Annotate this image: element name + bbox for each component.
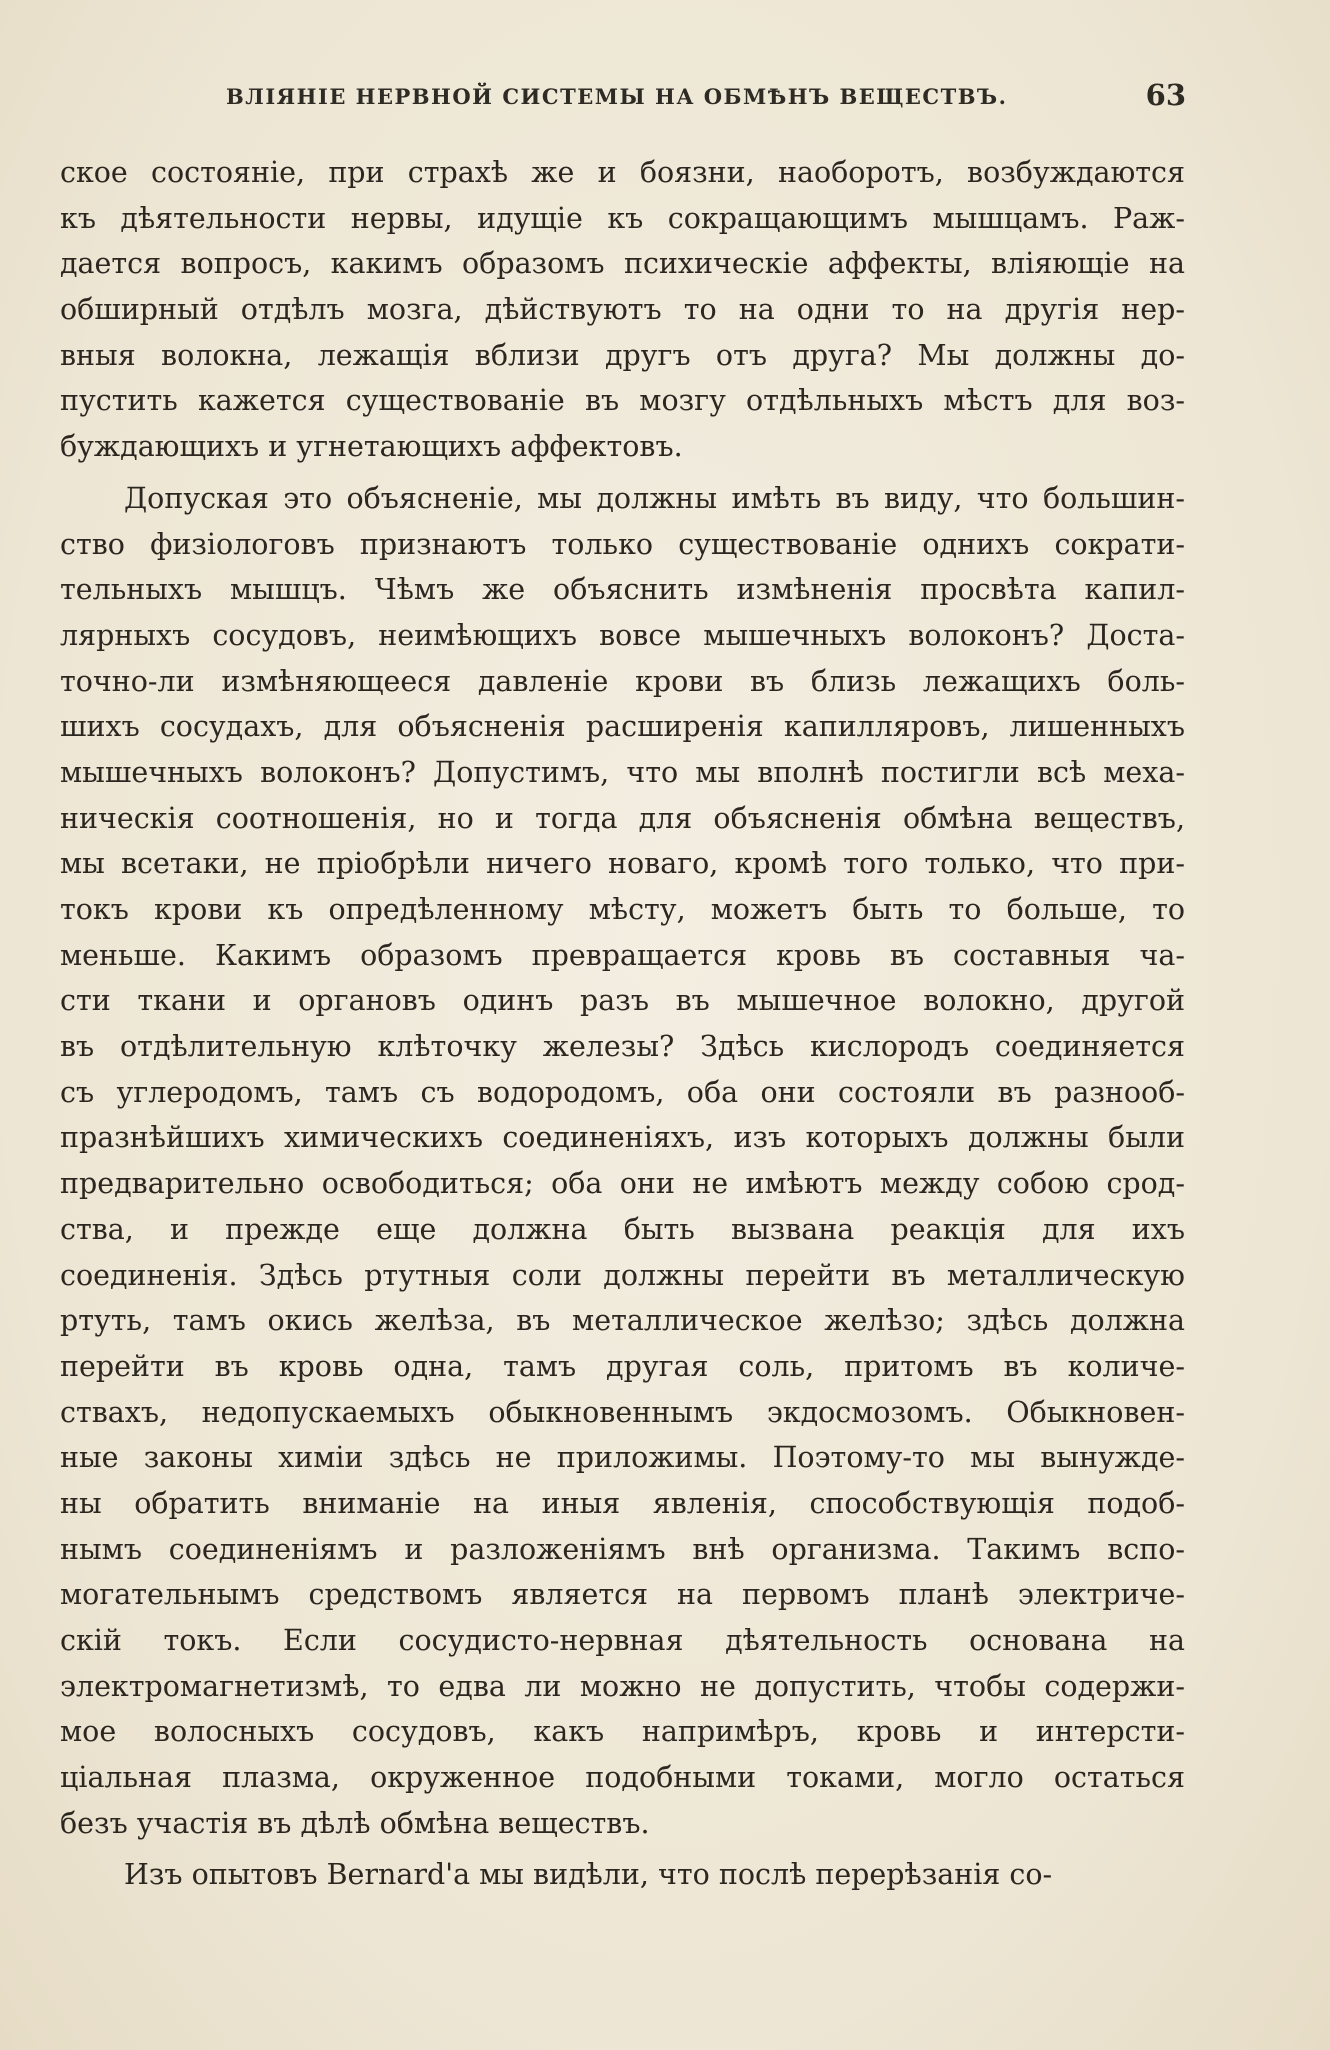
text-line: меньше. Какимъ образомъ превращается кровь въ составныя ча- [60, 938, 1185, 972]
text-line: скій токъ. Если сосудисто-нервная дѣятельность основана на [60, 1624, 1185, 1657]
text-line: буждающихъ и угнетающихъ аффектовъ. [60, 430, 683, 464]
text-line: ническія соотношенія, но и тогда для объясненія обмѣна веществъ, [60, 801, 1185, 835]
text-line: нымъ соединеніямъ и разложеніямъ внѣ организма. Такимъ вспо- [60, 1532, 1185, 1566]
text-line: сти ткани и органовъ одинъ разъ въ мышечное волокно, другой [60, 984, 1185, 1018]
text-line: обширный отдѣлъ мозга, дѣйствуютъ то на одни то на другія нер- [60, 293, 1185, 327]
page-header [226, 78, 1186, 118]
text-line: могательнымъ средствомъ является на первомъ планѣ электриче- [60, 1578, 1185, 1612]
text-line: вныя волокна, лежащія вблизи другъ отъ друга? Мы должны до- [60, 338, 1185, 372]
text-line: Допуская это объясненіе, мы должны имѣть въ виду, что большин- [124, 481, 1185, 515]
text-line: ствахъ, недопускаемыхъ обыкновеннымъ экдосмозомъ. Обыкновен- [60, 1395, 1185, 1429]
page-number: 63 [1145, 78, 1186, 112]
text-line: электромагнетизмѣ, то едва ли можно не допустить, чтобы содержи- [60, 1669, 1185, 1703]
text-line: ны обратить вниманіе на иныя явленія, способствующія подоб- [60, 1486, 1185, 1520]
running-head: ВЛІЯНІЕ НЕРВНОЙ СИСТЕМЫ НА ОБМѢНЪ ВЕЩЕСТВЪ. [226, 84, 1008, 109]
text-line: съ углеродомъ, тамъ съ водородомъ, оба они состояли въ разнооб- [60, 1075, 1185, 1109]
text-line: къ дѣятельности нервы, идущіе къ сокращающимъ мышцамъ. Раж- [60, 201, 1185, 235]
text-line: мое волосныхъ сосудовъ, какъ напримѣръ, кровь и интерсти- [60, 1715, 1185, 1749]
text-line: дается вопросъ, какимъ образомъ психическіе аффекты, вліяющіе на [60, 247, 1185, 281]
text-line: мы всетаки, не пріобрѣли ничего новаго, кромѣ того только, что при- [60, 847, 1185, 881]
text-line: ртуть, тамъ окись желѣза, въ металлическое желѣзо; здѣсь должна [60, 1304, 1185, 1338]
text-line: ство физіологовъ признаютъ только существованіе однихъ сократи- [60, 527, 1185, 561]
text-line: тельныхъ мышцъ. Чѣмъ же объяснить измѣненія просвѣта капил- [60, 573, 1185, 607]
text-line: пустить кажется существованіе въ мозгу отдѣльныхъ мѣстъ для воз- [60, 384, 1185, 418]
text-line: ціальная плазма, окруженное подобными токами, могло остаться [60, 1761, 1185, 1795]
text-line: въ отдѣлительную клѣточку железы? Здѣсь кислородъ соединяется [60, 1030, 1185, 1064]
paragraph [60, 150, 1185, 470]
text-line: токъ крови къ опредѣленному мѣсту, можетъ быть то больше, то [60, 893, 1185, 926]
text-line: ные законы химіи здѣсь не приложимы. Поэтому-то мы вынужде- [60, 1441, 1185, 1475]
text-line: безъ участія въ дѣлѣ обмѣна веществъ. [60, 1806, 650, 1840]
text-line: точно-ли измѣняющееся давленіе крови въ близь лежащихъ боль- [60, 664, 1185, 698]
text-line: Изъ опытовъ Bernard'а мы видѣли, что послѣ перерѣзанія со- [124, 1858, 1053, 1892]
text-line: перейти въ кровь одна, тамъ другая соль, притомъ въ количе- [60, 1349, 1185, 1383]
body-text [60, 150, 1185, 1898]
text-line: ское состояніе, при страхѣ же и боязни, наоборотъ, возбуждаются [60, 156, 1185, 189]
text-line: соединенія. Здѣсь ртутныя соли должны перейти въ металлическую [60, 1258, 1185, 1292]
text-line: предварительно освободиться; оба они не имѣютъ между собою срод- [60, 1167, 1185, 1201]
text-line: шихъ сосудахъ, для объясненія расширенія капилляровъ, лишенныхъ [60, 710, 1185, 744]
text-line: ства, и прежде еще должна быть вызвана реакція для ихъ [60, 1212, 1185, 1246]
paragraph [60, 1852, 1185, 1898]
text-line: мышечныхъ волоконъ? Допустимъ, что мы вполнѣ постигли всѣ меха- [60, 755, 1185, 789]
paragraph [60, 476, 1185, 1847]
text-line: лярныхъ сосудовъ, неимѣющихъ вовсе мышечныхъ волоконъ? Доста- [60, 618, 1185, 652]
text-line: празнѣйшихъ химическихъ соединеніяхъ, изъ которыхъ должны были [60, 1121, 1185, 1155]
